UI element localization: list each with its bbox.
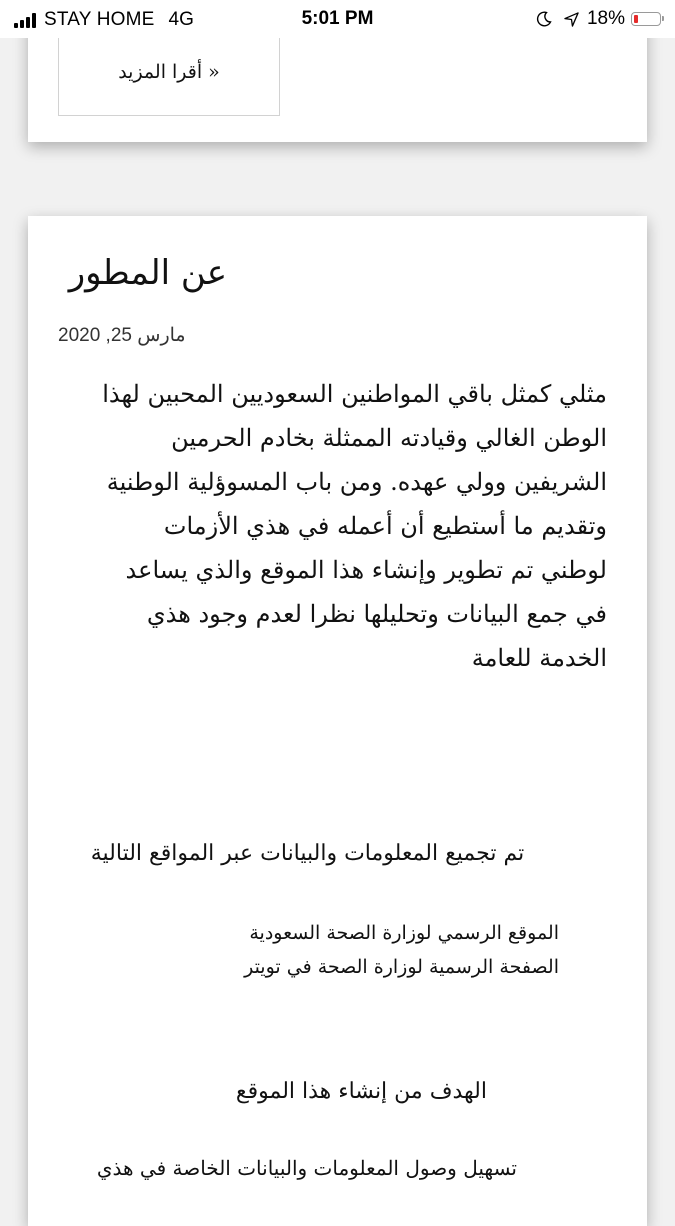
sources-heading: تم تجميع المعلومات والبيانات عبر المواقع التالية bbox=[90, 841, 525, 866]
carrier-name: STAY HOME bbox=[44, 9, 155, 30]
status-bar bbox=[0, 0, 675, 38]
post-title[interactable]: عن المطور bbox=[68, 253, 227, 293]
goal-line: تسهيل وصول المعلومات والبيانات الخاصة في هذي bbox=[96, 1156, 517, 1180]
goal-text bbox=[77, 1150, 517, 1186]
battery-percent: 18% bbox=[586, 8, 625, 29]
status-right bbox=[536, 8, 661, 30]
network-type: 4G bbox=[168, 9, 194, 30]
source-item: الموقع الرسمي لوزارة الصحة السعودية bbox=[249, 922, 559, 944]
sources-list bbox=[119, 916, 559, 984]
post-date: مارس 25, 2020 bbox=[58, 325, 186, 346]
status-time: 5:01 PM bbox=[301, 8, 374, 29]
body-line: الشريفين وولي عهده. ومن باب المسوؤلية الوطنية bbox=[106, 468, 607, 496]
location-arrow-icon bbox=[564, 12, 579, 27]
about-developer-card bbox=[28, 216, 647, 1226]
battery-icon bbox=[631, 12, 661, 26]
body-line: مثلي كمثل باقي المواطنين السعوديين المحبين لهذا bbox=[102, 380, 607, 408]
read-more-button[interactable]: « أقرا المزيد bbox=[58, 28, 280, 116]
battery-fill bbox=[634, 15, 638, 23]
moon-icon bbox=[536, 11, 552, 27]
source-item: الصفحة الرسمية لوزارة الصحة في تويتر bbox=[244, 956, 559, 978]
post-body bbox=[52, 372, 607, 680]
body-line: الوطن الغالي وقيادته الممثلة بخادم الحرمين bbox=[171, 424, 607, 452]
body-line: وتقديم ما أستطيع أن أعمله في هذي الأزمات bbox=[163, 512, 607, 540]
body-line: في جمع البيانات وتحليلها نظرا لعدم وجود هذي bbox=[146, 600, 607, 628]
body-line: الخدمة للعامة bbox=[471, 644, 607, 672]
body-line: لوطني تم تطوير وإنشاء هذا الموقع والذي يساعد bbox=[125, 556, 607, 584]
goal-heading: الهدف من إنشاء هذا الموقع bbox=[235, 1079, 487, 1104]
